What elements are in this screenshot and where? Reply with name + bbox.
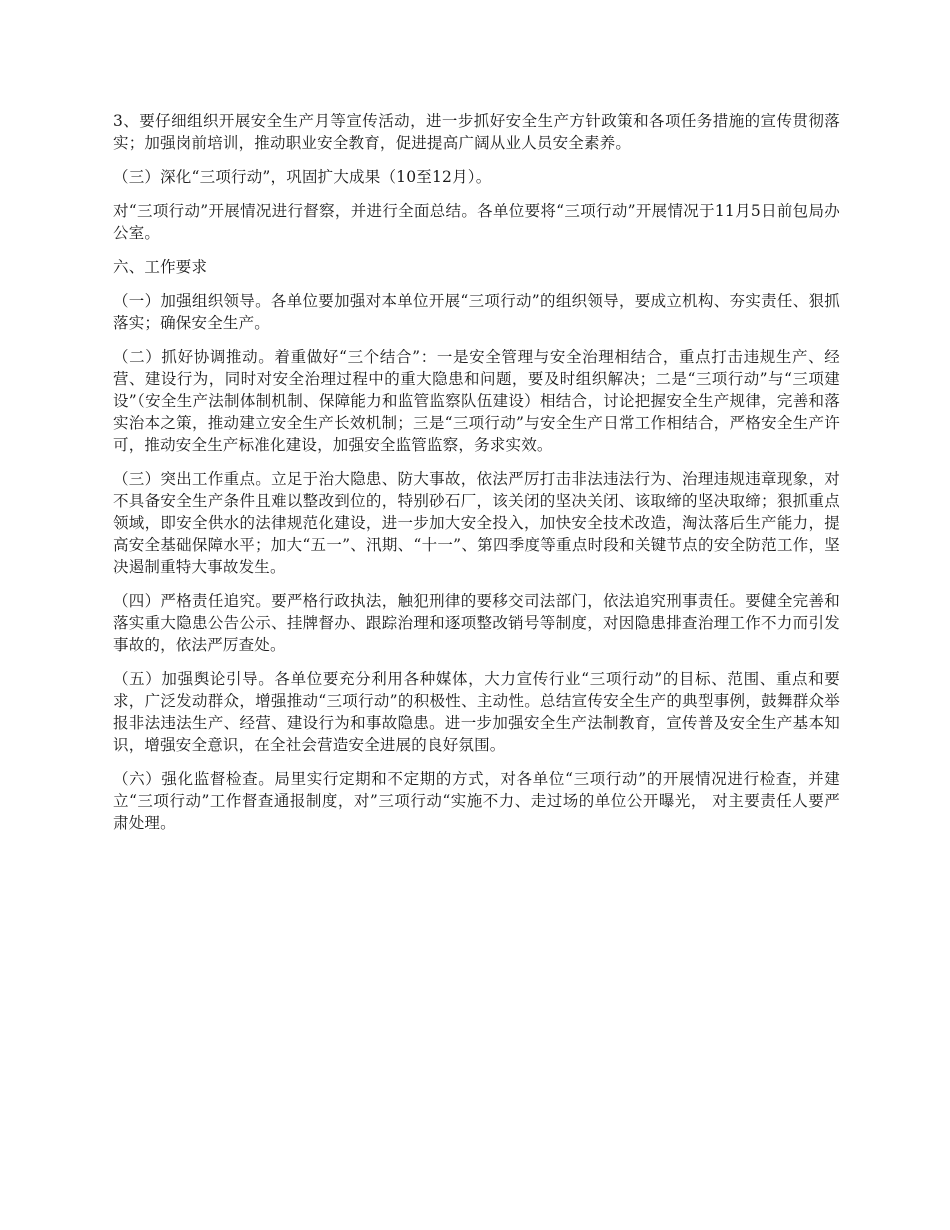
paragraph-requirement-3: （三）突出工作重点。立足于治大隐患、防大事故，依法严厉打击非法违法行为、治理违规违章现象，对不具备安全生产条件且难以整改到位的，特别砂石厂，该关闭的坚决关闭、该取缔的坚决取缔；狠抓重点领域，即安全供水的法律规范化建设，进一步加大安全投入，加快安全技术改造，淘汰落后生产能力，提高安全基础保障水平；加大“五一”、汛期、“十一”、第四季度等重点时段和关键节点的安全防范工作，坚决遏制重特大事故发生。 xyxy=(113,470,840,576)
paragraph-requirement-4: （四）严格责任追究。要严格行政执法，触犯刑律的要移交司法部门，依法追究刑事责任。要健全完善和落实重大隐患公告公示、挂牌督办、跟踪治理和逐项整改销号等制度，对因隐患排查治理工作不力而引发事故的，依法严厉查处。 xyxy=(113,592,840,654)
document-page xyxy=(113,110,840,846)
paragraph-requirement-1: （一）加强组织领导。各单位要加强对本单位开展“三项行动”的组织领导，要成立机构、夯实责任、狠抓落实；确保安全生产。 xyxy=(113,292,840,332)
paragraph-phase-3-summary: 对“三项行动”开展情况进行督察，并进行全面总结。各单位要将“三项行动”开展情况于11月5日前包局办公室。 xyxy=(113,202,840,242)
paragraph-requirement-2: （二）抓好协调推动。着重做好“三个结合”：一是安全管理与安全治理相结合，重点打击违规生产、经营、建设行为，同时对安全治理过程中的重大隐患和问题，要及时组织解决；二是“三项行动”与“三项建设”（安全生产法制体制机制、保障能力和监管监察队伍建设）相结合，讨论把握安全生产规律，完善和落实治本之策，推动建立安全生产长效机制；三是“三项行动”与安全生产日常工作相结合，严格安全生产许可，推动安全生产标准化建设，加强安全监管监察，务求实效。 xyxy=(113,348,840,454)
paragraph-publicity-item-3: 3、要仔细组织开展安全生产月等宣传活动，进一步抓好安全生产方针政策和各项任务措施的宣传贯彻落实；加强岗前培训，推动职业安全教育，促进提高广阔从业人员安全素养。 xyxy=(113,112,840,152)
section-heading-work-requirements: 六、工作要求 xyxy=(113,258,208,276)
paragraph-phase-3-heading: （三）深化“三项行动”，巩固扩大成果（10至12月）。 xyxy=(113,168,492,186)
paragraph-requirement-6: （六）强化监督检查。局里实行定期和不定期的方式，对各单位“三项行动”的开展情况进行检查，并建立“三项行动”工作督查通报制度，对”三项行动“实施不力、走过场的单位公开曝光， 对主要责任人要严肃处理。 xyxy=(113,770,840,832)
paragraph-requirement-5: （五）加强舆论引导。各单位要充分利用各种媒体，大力宣传行业“三项行动”的目标、范围、重点和要求，广泛发动群众，增强推动“三项行动”的积极性、主动性。总结宣传安全生产的典型事例，鼓舞群众举报非法违法生产、经营、建设行为和事故隐患。进一步加强安全生产法制教育，宣传普及安全生产基本知识，增强安全意识，在全社会营造安全进展的良好氛围。 xyxy=(113,670,840,754)
